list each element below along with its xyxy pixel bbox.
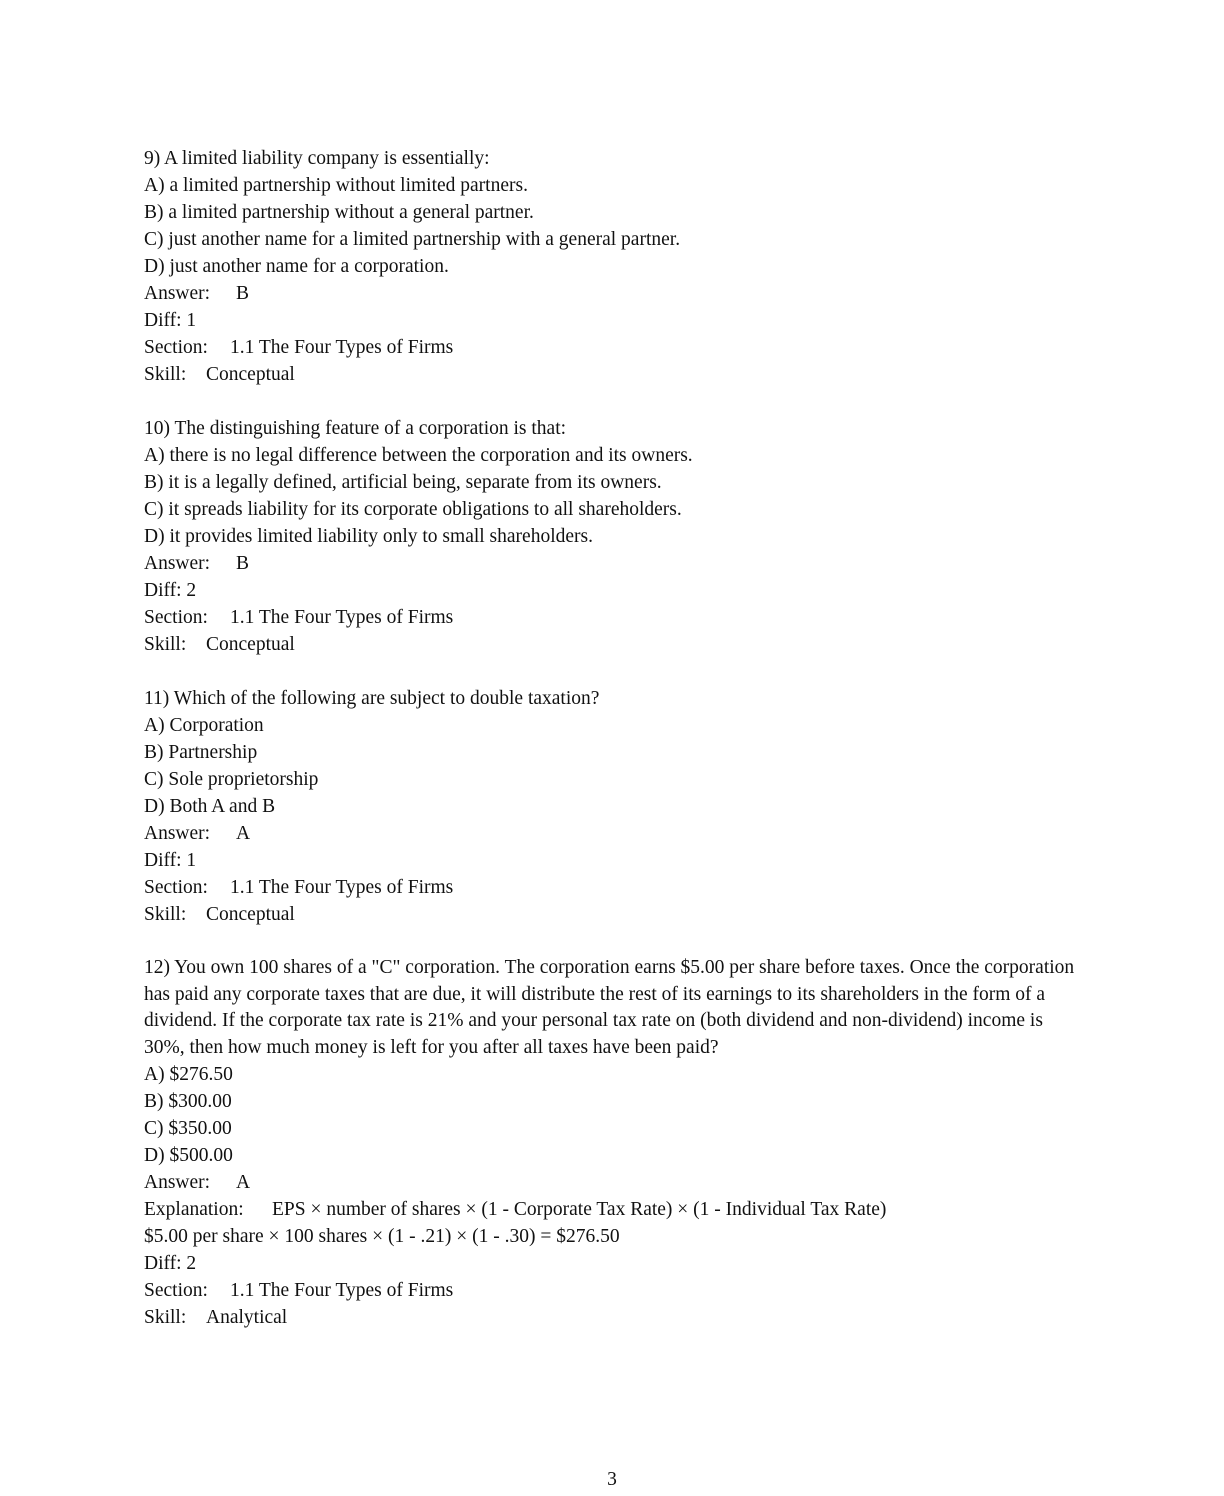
answer-line	[144, 550, 1084, 577]
answer-line	[144, 280, 1084, 307]
section-value: 1.1 The Four Types of Firms	[230, 607, 454, 628]
explanation-line	[144, 1196, 1084, 1223]
answer-option: A) a limited partnership without limited partners.	[144, 175, 528, 196]
answer-option: C) it spreads liability for its corporate obligations to all shareholders.	[144, 499, 682, 520]
question-stem: 11) Which of the following are subject to double taxation?	[144, 688, 600, 709]
explanation-label: Explanation:	[144, 1199, 244, 1221]
question-stem: 9) A limited liability company is essentially:	[144, 148, 490, 169]
answer-option: A) there is no legal difference between the corporation and its owners.	[144, 445, 693, 466]
answer-line	[144, 820, 1084, 847]
skill-line	[144, 631, 1084, 658]
question-stem: 10) The distinguishing feature of a corporation is that:	[144, 418, 567, 439]
section-line	[144, 604, 1084, 631]
explanation-formula: EPS × number of shares × (1 - Corporate Tax Rate) × (1 - Individual Tax Rate)	[272, 1199, 887, 1221]
answer-option: C) Sole proprietorship	[144, 769, 319, 790]
document-page	[144, 145, 1084, 1331]
skill-value: Conceptual	[206, 904, 295, 925]
answer-option: D) Both A and B	[144, 796, 276, 817]
section-label: Section:	[144, 1280, 208, 1302]
answer-option: D) it provides limited liability only to small shareholders.	[144, 526, 593, 547]
skill-line	[144, 901, 1084, 928]
answer-label: Answer:	[144, 1172, 211, 1194]
skill-value: Analytical	[206, 1307, 288, 1329]
section-label: Section:	[144, 337, 208, 358]
answer-value: B	[236, 283, 250, 304]
skill-label: Skill:	[144, 364, 187, 385]
answer-option: D) $500.00	[144, 1145, 233, 1167]
answer-option: B) Partnership	[144, 742, 258, 763]
difficulty: Diff: 2	[144, 580, 197, 601]
explanation-calculation: $5.00 per share × 100 shares × (1 - .21) × (1 - .30) = $276.50	[144, 1226, 620, 1248]
answer-option: C) $350.00	[144, 1118, 232, 1140]
answer-label: Answer:	[144, 553, 211, 574]
answer-option: C) just another name for a limited partnership with a general partner.	[144, 229, 681, 250]
answer-line	[144, 1169, 1084, 1196]
answer-label: Answer:	[144, 823, 211, 844]
difficulty: Diff: 2	[144, 1253, 197, 1275]
answer-option: A) Corporation	[144, 715, 264, 736]
answer-option: B) $300.00	[144, 1091, 232, 1113]
page-number: 3	[607, 1469, 617, 1490]
section-label: Section:	[144, 607, 208, 628]
answer-value: A	[236, 1172, 251, 1194]
section-value: 1.1 The Four Types of Firms	[230, 1280, 454, 1302]
question-block	[144, 955, 1084, 1331]
skill-label: Skill:	[144, 904, 187, 925]
question-block	[144, 685, 1084, 928]
difficulty: Diff: 1	[144, 310, 197, 331]
skill-label: Skill:	[144, 1307, 187, 1329]
question-stem: 12) You own 100 shares of a "C" corporation. The corporation earns $5.00 per share before taxes. Once the corporation has paid any corporate taxes that are due, it will distribute the rest of its earnings to its shareholders in the form of a dividend. If the corporate tax rate is 21% and your personal tax rate on (both dividend and non-dividend) income is 30%, then how much money is left for you after all taxes have been paid?	[144, 957, 1075, 1058]
skill-label: Skill:	[144, 634, 187, 655]
section-value: 1.1 The Four Types of Firms	[230, 337, 454, 358]
answer-option: B) it is a legally defined, artificial being, separate from its owners.	[144, 472, 662, 493]
answer-option: D) just another name for a corporation.	[144, 256, 449, 277]
skill-value: Conceptual	[206, 634, 295, 655]
skill-line	[144, 361, 1084, 388]
answer-value: B	[236, 553, 250, 574]
section-label: Section:	[144, 877, 208, 898]
section-value: 1.1 The Four Types of Firms	[230, 877, 454, 898]
question-block	[144, 415, 1084, 658]
question-block	[144, 145, 1084, 388]
skill-value: Conceptual	[206, 364, 295, 385]
section-line	[144, 874, 1084, 901]
answer-option: B) a limited partnership without a general partner.	[144, 202, 534, 223]
section-line	[144, 1277, 1084, 1304]
answer-value: A	[236, 823, 251, 844]
answer-option: A) $276.50	[144, 1064, 233, 1086]
skill-line	[144, 1304, 1084, 1331]
difficulty: Diff: 1	[144, 850, 197, 871]
spacer	[144, 928, 1084, 955]
section-line	[144, 334, 1084, 361]
spacer	[144, 658, 1084, 685]
spacer	[144, 388, 1084, 415]
answer-label: Answer:	[144, 283, 211, 304]
